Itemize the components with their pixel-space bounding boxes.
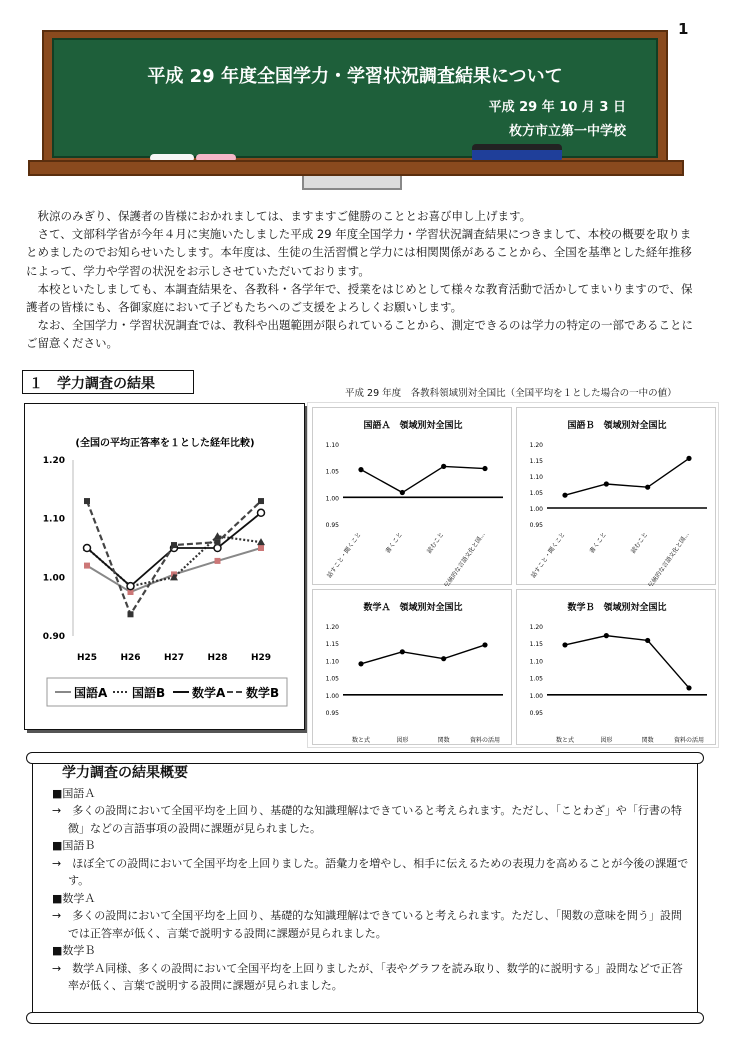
summary-subject: ■数学Ｂ: [52, 944, 96, 957]
summary-subject: ■数学Ａ: [52, 891, 96, 905]
y-tick-label: 0.95: [325, 710, 339, 717]
x-tick-label: H27: [163, 653, 185, 663]
y-tick-label: 1.10: [42, 514, 65, 525]
y-tick-label: 1.10: [325, 658, 339, 666]
section-heading: １ 学力調査の結果: [22, 370, 194, 394]
x-tick-label: 読むこと: [425, 531, 446, 555]
board-stand: [302, 176, 402, 190]
data-point: [482, 642, 487, 647]
y-tick-label: 0.95: [529, 710, 543, 717]
data-point: [84, 498, 90, 504]
x-tick-label: 資料の活用: [469, 737, 501, 744]
data-point: [604, 481, 609, 486]
y-tick-label: 1.00: [325, 495, 339, 503]
scroll-bottom-roll: [26, 1012, 704, 1024]
y-tick-label: 0.95: [325, 522, 339, 529]
data-point: [84, 545, 91, 552]
y-tick-label: 1.05: [529, 490, 543, 497]
x-tick-label: 関数: [641, 737, 654, 744]
chart-title: 数学Ａ 領域別対全国比: [363, 603, 463, 613]
series-line: [361, 645, 485, 664]
x-tick-label: 書くこと: [588, 531, 608, 555]
data-point: [400, 490, 405, 495]
data-point: [604, 633, 609, 638]
y-tick-label: 1.00: [529, 692, 543, 700]
y-tick-label: 1.00: [325, 692, 339, 700]
x-tick-label: H26: [120, 653, 141, 663]
data-point: [358, 467, 363, 472]
y-tick-label: 1.00: [42, 573, 65, 584]
data-point: [128, 611, 134, 617]
document-date: 平成 29 年 10 月 3 日: [488, 100, 626, 115]
data-point: [358, 661, 363, 666]
summary-text: → 数学Ａ同様、多くの設問において全国平均を上回りましたが、「表やグラフを読み取り、数学的に説明する」設問などで正答率が低く、言葉で説明する設問に課題が見られました。: [52, 961, 683, 992]
chart-kokugo-a: [312, 407, 512, 585]
x-tick-label: 話すこと・聞くこと: [529, 531, 567, 580]
series-line: [87, 501, 261, 614]
x-tick-label: 伝統的な言語文化と国...: [647, 531, 691, 586]
summary: [52, 765, 692, 995]
x-tick-label: 数と式: [555, 737, 575, 744]
y-tick-label: 1.05: [529, 675, 543, 683]
x-tick-label: H29: [250, 653, 272, 663]
summary-subject: ■国語Ａ: [52, 786, 96, 800]
intro-paragraph: さて、文部科学省が今年４月に実施いたしました平成 29 年度全国学力・学習状況調査結果につきまして、本校の概要を取りまとめましたのでお知らせいたします。本年度は、生徒の生活習慣と学力には相関関係があることから、全国を基準とした経年推移によって、学力や学習の状況をお示しさせていただいております。: [26, 227, 692, 278]
blackboard: [52, 38, 658, 158]
y-tick-label: 1.15: [529, 458, 543, 465]
x-tick-label: H25: [76, 653, 98, 663]
y-tick-label: 0.90: [42, 632, 65, 642]
y-tick-label: 1.00: [529, 506, 543, 513]
data-point: [686, 456, 691, 461]
x-tick-label: 図形: [396, 737, 409, 744]
scroll-top-roll: [26, 752, 704, 764]
summary-text: → 多くの設問において全国平均を上回り、基礎的な知識理解はできていると考えられます。ただし、「ことわざ」や「行書の特徴」などの言語事項の設問に課題が見られました。: [52, 804, 682, 835]
chalk-tray: [28, 160, 684, 176]
data-point: [441, 464, 446, 469]
chart-title: 国語Ｂ 領域別対全国比: [567, 421, 667, 431]
y-tick-label: 0.95: [529, 522, 543, 529]
data-point: [482, 466, 487, 471]
data-point: [258, 545, 264, 551]
grid-caption: 平成 29 年度 各教科領域別対全国比（全国平均を１とした場合の一中の値）: [345, 388, 677, 399]
data-point: [127, 583, 134, 590]
main-chart-svg: [25, 404, 306, 731]
legend-label: 数学B: [246, 686, 280, 700]
y-tick-label: 1.05: [325, 468, 339, 476]
x-tick-label: 資料の活用: [673, 737, 705, 744]
data-point: [171, 542, 177, 548]
x-tick-label: 図形: [600, 737, 613, 744]
legend-label: 国語A: [74, 686, 108, 700]
chart-title: 数学Ｂ 領域別対全国比: [567, 603, 667, 613]
data-point: [84, 563, 90, 569]
y-tick-label: 1.15: [529, 641, 543, 649]
series-line: [565, 458, 689, 495]
intro-paragraph: なお、全国学力・学習状況調査では、教科や出題範囲が限られていることから、測定できるのは学力の特定の一部であることにご留意ください。: [26, 318, 693, 351]
data-point: [562, 642, 567, 647]
y-tick-label: 1.20: [529, 624, 543, 631]
y-tick-label: 1.10: [325, 442, 339, 449]
y-tick-label: 1.05: [325, 675, 339, 683]
x-tick-label: 伝統的な言語文化と国...: [443, 531, 487, 586]
small-charts-panel: [307, 402, 719, 748]
chart-title: 国語Ａ 領域別対全国比: [363, 421, 463, 431]
data-point: [257, 538, 265, 545]
y-tick-label: 1.20: [42, 456, 65, 466]
summary-text: → 多くの設問において全国平均を上回り、基礎的な知識理解はできていると考えられます。ただし、「関数の意味を問う」設問では正答率が低く、言葉で説明する設問に課題が見られました。: [52, 909, 682, 940]
intro-text: [26, 207, 696, 353]
data-point: [441, 656, 446, 661]
chart-sugaku-b: [516, 589, 716, 745]
chart-title: (全国の平均正答率を１とした経年比較): [75, 438, 255, 449]
data-point: [400, 649, 405, 654]
data-point: [645, 638, 650, 643]
x-tick-label: 数と式: [351, 737, 371, 744]
data-point: [215, 539, 221, 545]
y-tick-label: 1.20: [529, 442, 543, 449]
x-tick-label: 話すこと・聞くこと: [325, 531, 363, 580]
intro-paragraph: 秋涼のみぎり、保護者の皆様におかれましては、ますますご健勝のこととお喜び申し上げます。: [26, 209, 532, 223]
chart-sugaku-a: [312, 589, 512, 745]
data-point: [645, 485, 650, 490]
data-point: [686, 685, 691, 690]
data-point: [214, 545, 221, 552]
summary-subject: ■国語Ｂ: [52, 839, 96, 852]
data-point: [258, 498, 264, 504]
series-line: [565, 636, 689, 688]
y-tick-label: 1.10: [529, 658, 543, 666]
data-point: [258, 509, 265, 516]
school-name: 枚方市立第一中学校: [508, 124, 626, 139]
y-tick-label: 1.20: [325, 624, 339, 631]
y-tick-label: 1.15: [325, 641, 339, 649]
x-tick-label: 関数: [437, 737, 450, 744]
data-point: [215, 558, 221, 564]
data-point: [562, 493, 567, 498]
legend-label: 数学A: [192, 686, 226, 700]
main-chart: [24, 403, 305, 730]
series-line: [361, 466, 485, 492]
x-tick-label: H28: [207, 653, 228, 663]
summary-text: → ほぼ全ての設問において全国平均を上回りました。語彙力を増やし、相手に伝えるための表現力を高めることが今後の課題です。: [52, 856, 689, 887]
page-number: 1: [678, 20, 689, 38]
x-tick-label: 書くこと: [384, 531, 404, 555]
intro-paragraph: 本校といたしましても、本調査結果を、各教科・各学年で、授業をはじめとして様々な教育活動で活かしてまいりますので、保護者の皆様にも、各御家庭において子どもたちへのご支援をよろしくお願いします。: [26, 281, 693, 315]
document-title: 平成 29 年度全国学力・学習状況調査結果について: [147, 66, 563, 87]
x-tick-label: 読むこと: [629, 531, 650, 555]
y-tick-label: 1.10: [529, 474, 543, 481]
chart-kokugo-b: [516, 407, 716, 585]
summary-title: 学力調査の結果概要: [62, 765, 188, 781]
legend-label: 国語B: [132, 686, 166, 700]
